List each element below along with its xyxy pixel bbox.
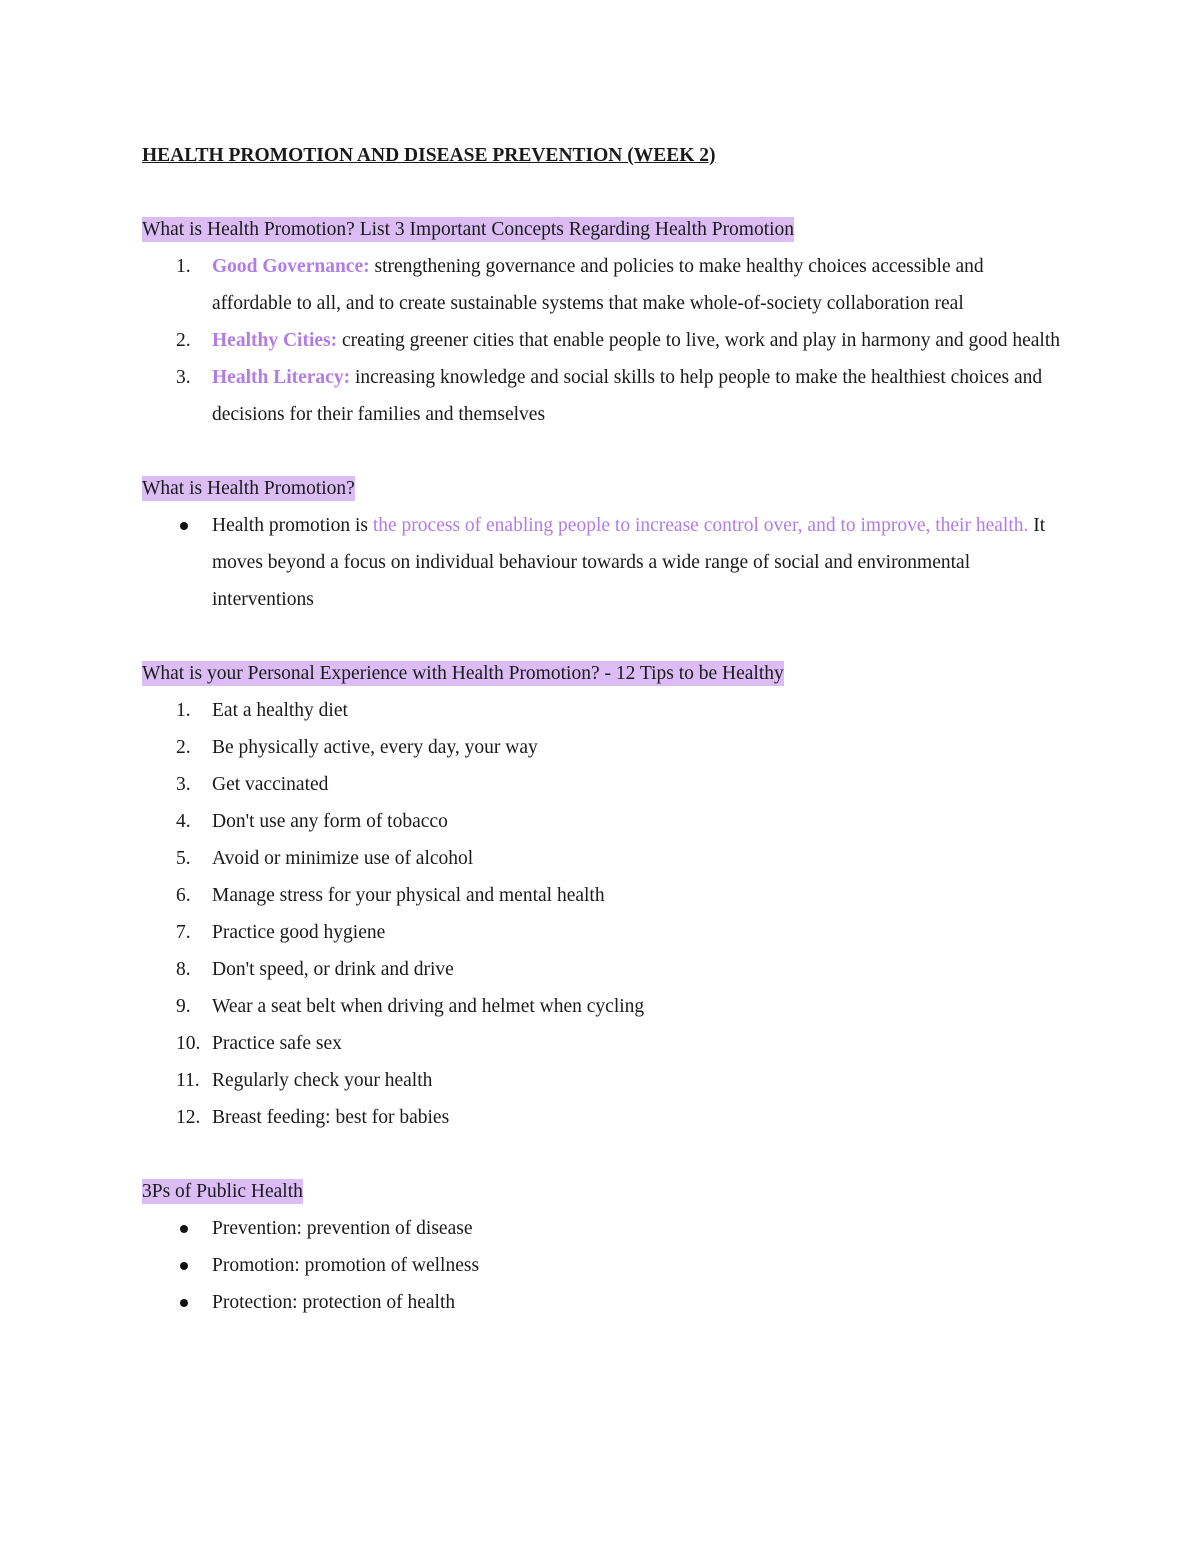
list-number: 3. (176, 774, 191, 795)
concept-text: creating greener cities that enable people to live, work and play in harmony and good health (337, 330, 1060, 351)
list-number: 9. (176, 996, 191, 1017)
3p-text: Promotion: promotion of wellness (212, 1255, 480, 1276)
list-item (142, 729, 1062, 766)
section-heading-tips (142, 655, 1062, 692)
3p-text: Prevention: prevention of disease (212, 1218, 473, 1239)
spacer (142, 618, 1062, 655)
list-item (142, 1284, 1062, 1321)
tips-list (142, 692, 1062, 1136)
list-item (142, 988, 1062, 1025)
spacer (142, 1136, 1062, 1173)
highlighted-heading: What is Health Promotion? (142, 478, 355, 499)
list-item (142, 507, 1062, 618)
document-title: HEALTH PROMOTION AND DISEASE PREVENTION (WEEK 2) (142, 145, 716, 166)
tip-text: Wear a seat belt when driving and helmet when cycling (212, 996, 645, 1017)
list-item (142, 1247, 1062, 1284)
list-item (142, 766, 1062, 803)
list-number: 5. (176, 848, 191, 869)
list-number: 11. (176, 1070, 200, 1091)
section-heading-3ps (142, 1173, 1062, 1210)
list-item (142, 1210, 1062, 1247)
concepts-list (142, 248, 1062, 433)
list-item (142, 359, 1062, 433)
bullet-icon (180, 1225, 188, 1233)
list-item (142, 877, 1062, 914)
tip-text: Practice safe sex (212, 1033, 342, 1054)
list-item (142, 803, 1062, 840)
tip-text: Avoid or minimize use of alcohol (212, 848, 474, 869)
3ps-list (142, 1210, 1062, 1321)
concept-term: Health Literacy: (212, 367, 351, 388)
list-number: 6. (176, 885, 191, 906)
concept-term: Healthy Cities: (212, 330, 338, 351)
list-item (142, 914, 1062, 951)
list-number: 10. (176, 1033, 201, 1054)
tip-text: Don't use any form of tobacco (212, 811, 448, 832)
tip-text: Be physically active, every day, your way (212, 737, 538, 758)
list-number: 2. (176, 737, 191, 758)
section-heading-concepts (142, 211, 1062, 248)
concept-text: strengthening governance and policies to make healthy choices accessible and affordable to all, and to create sustainable systems that make whole-of-society collaboration real (212, 256, 984, 314)
list-number: 7. (176, 922, 191, 943)
spacer (142, 174, 1062, 211)
list-item (142, 692, 1062, 729)
bullet-icon (180, 1299, 188, 1307)
list-number: 3. (176, 367, 191, 388)
highlighted-heading: What is your Personal Experience with Health Promotion? - 12 Tips to be Healthy (142, 663, 784, 684)
tip-text: Breast feeding: best for babies (212, 1107, 450, 1128)
list-item (142, 1025, 1062, 1062)
tip-text: Practice good hygiene (212, 922, 386, 943)
bullet-icon (180, 522, 188, 530)
tip-text: Regularly check your health (212, 1070, 433, 1091)
list-number: 4. (176, 811, 191, 832)
list-item (142, 951, 1062, 988)
list-number: 8. (176, 959, 191, 980)
tip-text: Eat a healthy diet (212, 700, 348, 721)
document-page (142, 137, 1062, 1321)
spacer (142, 433, 1062, 470)
definition-list (142, 507, 1062, 618)
list-number: 1. (176, 700, 191, 721)
list-item (142, 840, 1062, 877)
list-item (142, 322, 1062, 359)
3p-text: Protection: protection of health (212, 1292, 456, 1313)
definition-text-before: Health promotion is (212, 515, 373, 536)
tip-text: Manage stress for your physical and mental health (212, 885, 605, 906)
bullet-icon (180, 1262, 188, 1270)
list-item (142, 1099, 1062, 1136)
list-item (142, 1062, 1062, 1099)
list-number: 2. (176, 330, 191, 351)
tip-text: Don't speed, or drink and drive (212, 959, 454, 980)
tip-text: Get vaccinated (212, 774, 329, 795)
concept-text: increasing knowledge and social skills to help people to make the healthiest choices and decisions for their families and themselves (212, 367, 1043, 425)
highlighted-heading: What is Health Promotion? List 3 Important Concepts Regarding Health Promotion (142, 219, 795, 240)
concept-term: Good Governance: (212, 256, 370, 277)
list-number: 12. (176, 1107, 201, 1128)
definition-text-after: It moves beyond a focus on individual behaviour towards a wide range of social and environmental interventions (212, 515, 1046, 610)
list-number: 1. (176, 256, 191, 277)
section-heading-definition (142, 470, 1062, 507)
definition-accent-text: the process of enabling people to increase control over, and to improve, their health. (372, 515, 1029, 536)
highlighted-heading: 3Ps of Public Health (142, 1181, 303, 1202)
list-item (142, 248, 1062, 322)
